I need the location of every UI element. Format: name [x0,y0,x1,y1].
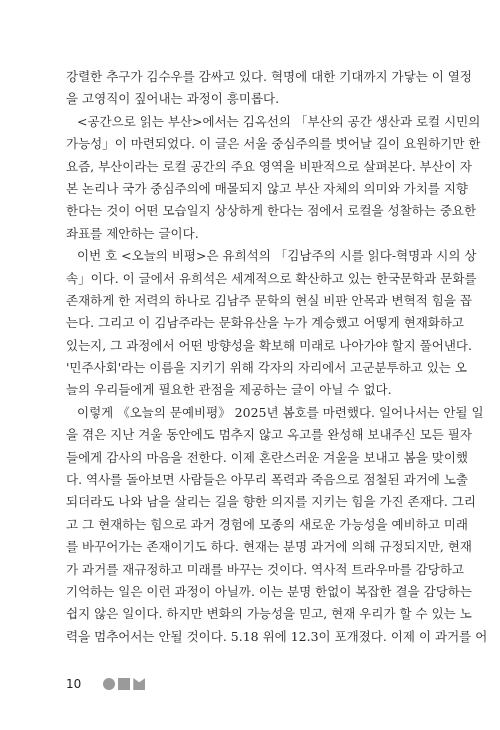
text-line: 들에게 감사의 마음을 전한다. 이제 혼란스러운 겨울을 보내고 봄을 맞이했 [66,449,468,465]
publisher-logo-icon [103,678,145,690]
text-line: 이렇게 《오늘의 문예비평》 2025년 봄호를 마련했다. 일어나서는 안될 일 [77,404,484,420]
text-line: 력을 멈추어서는 안될 것이다. 5.18 위에 12.3이 포개졌다. 이제 이 과거를 어 [66,628,488,644]
text-line: 있는지, 그 과정에서 어떤 방향성을 확보해 미래로 나아가야 할지 풀어낸다. [66,337,472,353]
text-line: 다. 역사를 돌아보면 사람들은 아무리 폭력과 죽음으로 점철된 과거에 노출 [66,472,468,488]
text-line: 늘의 우리들에게 필요한 관점을 제공하는 글이 아닐 수 없다. [66,382,392,398]
body-text [66,66,488,648]
text-line: 이번 호 <오늘의 비평>은 유희석의 「김남주의 시를 읽다-혁명과 시의 상 [77,248,477,264]
page-number: 10 [66,677,82,691]
text-line: 을 겪은 지난 겨울 동안에도 멈추지 않고 옥고를 완성해 보내주신 모든 필자 [66,427,472,443]
text-line: 존재하게 한 저력의 하나로 김남주 문학의 현실 비판 안목과 변혁적 힘을 꼽 [66,292,472,308]
text-line: 한다는 것이 어떤 모습일지 상상하게 한다는 점에서 로컬을 성찰하는 중요한 [66,203,477,219]
text-line: 를 바꾸어가는 존재이기도 하다. 현재는 분명 과거에 의해 규정되지만, 현재 [66,539,472,555]
text-line: 가능성」이 마련되었다. 이 글은 서울 중심주의를 벗어날 길이 요원하기만 한 [66,136,481,152]
text-line: 는다. 그리고 이 김남주라는 문화유산을 누가 계승했고 어떻게 현재화하고 [66,315,465,331]
logo-flag-shape [133,678,145,690]
text-line: 강렬한 추구가 김수우를 감싸고 있다. 혁명에 대한 기대까지 가닿는 이 열정 [66,69,472,84]
text-line: 속」이다. 이 글에서 유희석은 세계적으로 확산하고 있는 한국문학과 문화를 [66,270,477,286]
text-line: 좌표를 제안하는 글이다. [66,225,199,241]
text-line: 요즘, 부산이라는 로컬 공간의 주요 영역을 비판적으로 살펴본다. 부산이 자 [66,158,472,174]
text-line: 가 과거를 재규정하고 미래를 바꾸는 것이다. 역사적 트라우마를 감당하고 [66,561,465,577]
text-line: <공간으로 읽는 부산>에서는 김옥선의 「부산의 공간 생산과 로컬 시민의 [77,113,481,129]
logo-circle-shape [103,678,115,690]
text-line: 기억하는 일은 이런 과정이 아닐까. 이는 분명 한없이 복잡한 결을 감당하는 [66,583,472,599]
text-line: 본 논리나 국가 중심주의에 매몰되지 않고 부산 자체의 의미와 가치를 지향 [66,180,468,196]
text-line: 고 그 현재하는 힘으로 과거 경험에 모종의 새로운 가능성을 예비하고 미래 [66,516,468,532]
text-line: '민주사회'라는 이름을 지키기 위해 각자의 자리에서 고군분투하고 있는 오 [66,360,467,376]
text-line: 되더라도 나와 남을 살리는 길을 향한 의지를 지키는 힘을 가진 존재다. 그리 [66,494,476,510]
logo-square-shape [118,678,130,690]
page-footer [66,676,145,692]
text-line: 을 고영직이 짚어내는 과정이 흥미롭다. [66,91,280,107]
text-line: 쉽지 않은 일이다. 하지만 변화의 가능성을 믿고, 현재 우리가 할 수 있는 노 [66,606,472,622]
